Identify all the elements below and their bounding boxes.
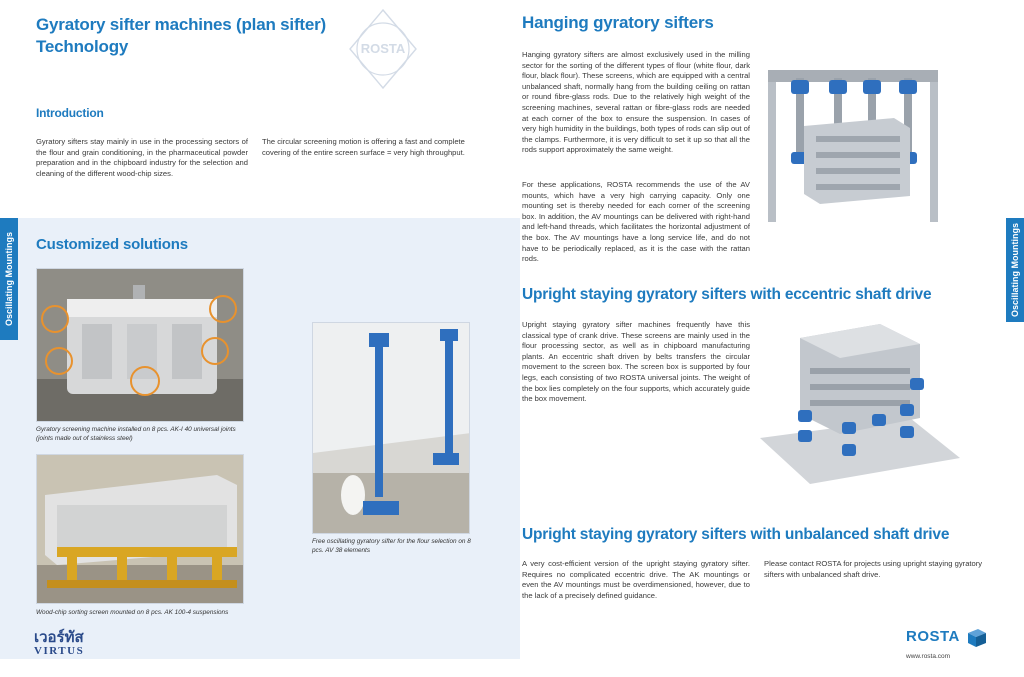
machine-illustration [37, 269, 244, 422]
unbalanced-shaft-heading: Upright staying gyratory sifters with unbalanced shaft drive [522, 526, 950, 543]
hanging-sifters-heading: Hanging gyratory sifters [522, 13, 714, 32]
title-line-1: Gyratory sifter machines (plan sifter) [36, 15, 326, 34]
hanging-paragraph-1: Hanging gyratory sifters are almost exclusively used in the milling sector for the sorting of the different types of flour (white flour, dark flour, black flour). These screens, which are equipped with a central unbalanced shaft, normally hang from the building ceiling on rattan or round fibre-glass rods. Due to the relatively high weight of the screening machines, several rattan or fibre-glass rods are needed at each corner of the box to ensure the suspension. In cases of very high humidity in the buildings, both types of rods can slip out of the clamps. Furthermore, it is very difficult to set it up so that all the rods support approximately the same weight. [522, 50, 750, 155]
side-tab-right [1006, 218, 1024, 322]
page-title [36, 14, 326, 58]
caption-free-oscillating-sifter: Free oscillating gyratory sifter for the flour selection on 8 pcs. AV 38 elements [312, 538, 471, 554]
virtus-logo-thai: เวอร์ทัส [34, 628, 84, 646]
caption-wood-chip-screen: Wood-chip sorting screen mounted on 8 pcs. AK 100-4 suspensions [36, 609, 229, 616]
rosta-logo [906, 628, 960, 646]
unbalanced-paragraph-1: A very cost-efficient version of the upright staying gyratory sifter. Requires no complicated eccentric drive. The AK mountings or even the AV mountings must be overdimensioned, however, due to the lack of a precisely defined guidance. [522, 559, 750, 600]
photo-gyratory-screening-machine [36, 268, 244, 422]
upright-eccentric-sifter-illustration [760, 318, 960, 490]
sifter-illustration [313, 323, 470, 534]
unbalanced-paragraph-2: Please contact ROSTA for projects using upright staying gyratory sifters with unbalanced shaft drive. [764, 559, 983, 579]
introduction-heading: Introduction [36, 106, 104, 120]
rosta-website[interactable]: www.rosta.com [906, 653, 951, 660]
title-line-2: Technology [36, 37, 129, 56]
rosta-watermark-logo [348, 8, 418, 90]
wood-chip-illustration [37, 455, 244, 604]
photo-free-oscillating-sifter [312, 322, 470, 534]
rosta-brand-text: ROSTA [906, 628, 960, 645]
side-tab-left-label: Oscillating Mountings [4, 232, 14, 326]
side-tab-left [0, 218, 18, 340]
rosta-cube-icon [966, 628, 988, 648]
caption-gyratory-machine: Gyratory screening machine installed on 8 pcs. AK-I 40 universal joints (joints made out of stainless steel) [36, 426, 236, 442]
intro-paragraph-1: Gyratory sifters stay mainly in use in the processing sectors of the flour and grain conditioning, in the pharmaceutical powder preparation and in the chipboard industry for the selection and cleaning of the different wood-chip sizes. [36, 137, 248, 178]
virtus-logo [34, 630, 84, 657]
eccentric-shaft-heading: Upright staying gyratory sifters with eccentric shaft drive [522, 286, 932, 303]
photo-wood-chip-sorting-screen [36, 454, 244, 604]
virtus-logo-latin: VIRTUS [34, 645, 85, 657]
hanging-paragraph-2: For these applications, ROSTA recommends the use of the AV mounts, which have a very high carrying capacity. Only one mounting set is thereby needed for each corner of the screening box. In addition, the AV mountings can be delivered with right-hand and left-hand threads, which facilitates the horizontal adjustment of the box. The AV mountings have a long service life, and do not have to be periodically replaced, as it is the case with the rattan rods. [522, 180, 750, 264]
hanging-sifter-illustration [764, 56, 944, 226]
watermark-text: ROSTA [360, 41, 406, 56]
customized-solutions-heading: Customized solutions [36, 236, 188, 253]
eccentric-paragraph: Upright staying gyratory sifter machines frequently have this classical type of crank drive. These screens are mainly used in the flour processing sector, as well as in chipboard manufacturing plants. An eccentric shaft driven by belts transfers the circular movement to the screen box. The screen box is supported by four legs, each consisting of two ROSTA universal joints. The weight of the box lies completely on the four supports, which accurately guide the box movement. [522, 320, 750, 404]
side-tab-right-label: Oscillating Mountings [1010, 223, 1020, 317]
intro-paragraph-2: The circular screening motion is offering a fast and complete covering of the entire screen surface = very high throughput. [262, 137, 465, 157]
